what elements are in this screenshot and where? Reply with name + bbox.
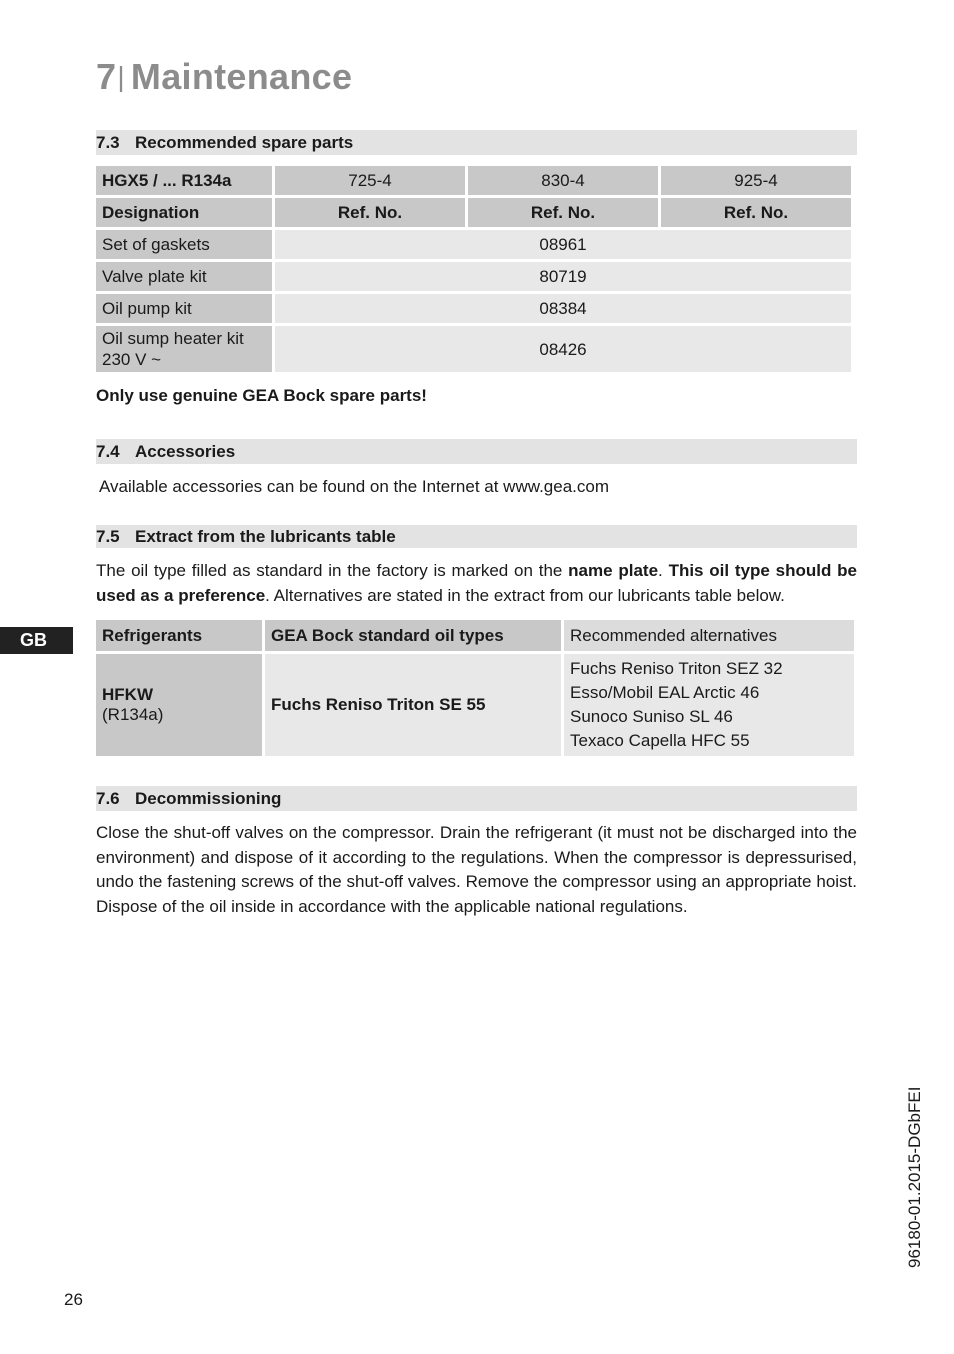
part-ref-no: 08961 xyxy=(275,230,851,259)
language-tab: GB xyxy=(0,627,73,654)
model-830-4: 830-4 xyxy=(468,166,658,195)
section-title: Extract from the lubricants table xyxy=(135,527,396,546)
page-number: 26 xyxy=(64,1290,83,1309)
table-row xyxy=(96,230,851,259)
ref-no-header: Ref. No. xyxy=(661,198,851,227)
list-item: Esso/Mobil EAL Arctic 46 xyxy=(570,683,760,702)
section-title: Decommissioning xyxy=(135,789,282,808)
title-separator: | xyxy=(117,61,125,92)
table-row xyxy=(96,262,851,291)
section-header-accessories xyxy=(96,439,857,464)
table-row xyxy=(96,294,851,323)
section-title: Accessories xyxy=(135,442,236,461)
part-name-line: Oil sump heater kit xyxy=(102,329,244,348)
standard-oil: Fuchs Reniso Triton SE 55 xyxy=(265,654,561,756)
part-name: Oil pump kit xyxy=(96,294,272,323)
decommissioning-text: Close the shut-off valves on the compressor. Drain the refrigerant (it must not be discharged into the environment) and dispose of it according to the regulations. When the compressor is depressurised, undo the fastening screws of the shut-off valves. Remove the compressor using an appropriate hoist. Dispose of the oil inside in accordance with the applicable national regulations. xyxy=(96,823,857,916)
list-item: Sunoco Suniso SL 46 xyxy=(570,707,733,726)
page-title xyxy=(96,56,352,98)
table-row xyxy=(96,326,851,372)
refrigerant-name: HFKW xyxy=(102,685,153,704)
model-label: HGX5 / ... R134a xyxy=(96,166,272,195)
list-item: Fuchs Reniso Triton SEZ 32 xyxy=(570,659,783,678)
part-name: Valve plate kit xyxy=(96,262,272,291)
lubricants-table xyxy=(93,617,857,759)
refrigerants-header: Refrigerants xyxy=(96,620,262,651)
refrigerant-sub: (R134a) xyxy=(102,705,164,724)
genuine-parts-note: Only use genuine GEA Bock spare parts! xyxy=(96,386,427,405)
table-row xyxy=(96,620,854,651)
alternatives-list xyxy=(564,654,854,756)
ref-no-header: Ref. No. xyxy=(468,198,658,227)
section-number: 7.6 xyxy=(96,789,120,808)
intro-text: The oil type filled as standard in the factory is marked on the xyxy=(96,561,569,580)
section-number: 7.4 xyxy=(96,442,120,461)
document-code: 96180-01.2015-DGbFEI xyxy=(905,1086,924,1268)
table-row xyxy=(96,198,851,227)
spare-parts-table xyxy=(93,163,854,375)
part-ref-no: 08384 xyxy=(275,294,851,323)
section-title: Recommended spare parts xyxy=(135,133,354,152)
part-name: Set of gaskets xyxy=(96,230,272,259)
part-ref-no: 80719 xyxy=(275,262,851,291)
chapter-number: 7 xyxy=(96,56,117,97)
part-name-line: 230 V ~ xyxy=(102,350,162,369)
intro-text: . Alternatives are stated in the extract from our lubricants table below. xyxy=(265,585,785,605)
intro-emphasis: name plate xyxy=(568,561,659,580)
section-header-decommissioning xyxy=(96,786,857,811)
part-name xyxy=(96,326,272,372)
section-number: 7.5 xyxy=(96,527,120,546)
list-item: Texaco Capella HFC 55 xyxy=(570,731,750,750)
accessories-text: Available accessories can be found on the Internet at www.gea.com xyxy=(99,477,609,496)
section-number: 7.3 xyxy=(96,133,120,152)
ref-no-header: Ref. No. xyxy=(275,198,465,227)
intro-text: . xyxy=(658,561,669,580)
lubricants-intro xyxy=(96,559,857,608)
designation-header: Designation xyxy=(96,198,272,227)
table-row xyxy=(96,654,854,756)
table-row xyxy=(96,166,851,195)
intro-emphasis: This oil type should be used as a preference xyxy=(96,561,858,605)
model-925-4: 925-4 xyxy=(661,166,851,195)
part-ref-no: 08426 xyxy=(275,326,851,372)
chapter-title: Maintenance xyxy=(130,56,353,97)
alternatives-header: Recommended alternatives xyxy=(564,620,854,651)
section-header-lubricants xyxy=(96,525,857,548)
section-header-spare-parts xyxy=(96,130,857,155)
model-725-4: 725-4 xyxy=(275,166,465,195)
standard-oil-header: GEA Bock standard oil types xyxy=(265,620,561,651)
refrigerant-cell xyxy=(96,654,262,756)
